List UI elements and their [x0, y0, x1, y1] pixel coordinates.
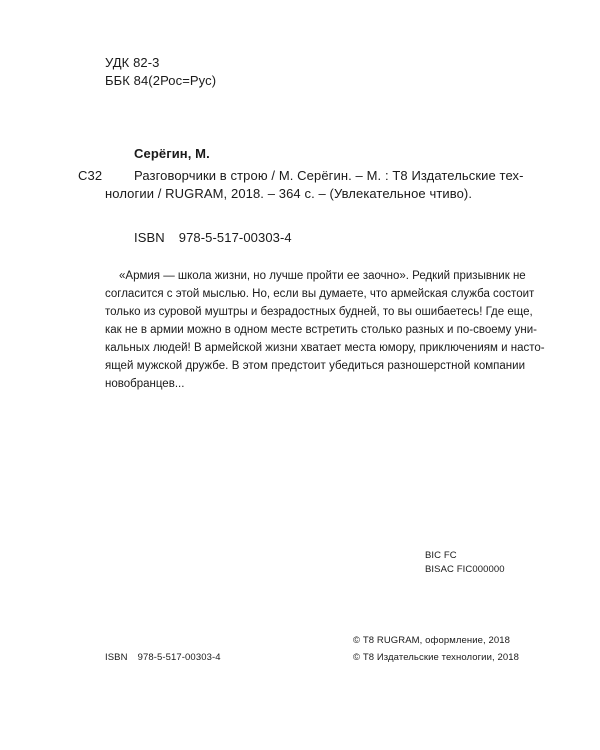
author-sign: С32: [78, 168, 103, 183]
bibliographic-record-line-1: Разговорчики в строю / М. Серёгин. – М. : Т8 Издательские тех-: [134, 168, 524, 183]
bisac-code: BISAC FIC000000: [425, 564, 505, 575]
isbn-main: [134, 229, 292, 247]
bbk-code: ББК 84(2Рос=Рус): [105, 73, 217, 88]
author-heading: Серёгин, М.: [134, 146, 210, 161]
annotation-line: ящей мужской дружбе. В этом предстоит убедиться разношерстной компании: [105, 360, 525, 372]
isbn-main-value: 978-5-517-00303-4: [178, 230, 292, 245]
isbn-footer-label: ISBN: [105, 652, 128, 663]
bic-code: BIC FC: [425, 550, 457, 561]
annotation-line: только из суровой муштры и безрадостных будней, то вы ошибаетесь! Где еще,: [105, 306, 533, 318]
annotation-line: новобранцев...: [105, 378, 185, 390]
copyright-design: © Т8 RUGRAM, оформление, 2018: [353, 635, 511, 646]
isbn-footer-value: 978-5-517-00303-4: [137, 652, 221, 663]
annotation: [105, 267, 545, 393]
annotation-line: кальных людей! В армейской жизни хватает места юмору, приключениям и насто-: [105, 342, 545, 354]
bibliographic-record-line-2: нологии / RUGRAM, 2018. – 364 с. – (Увлекательное чтиво).: [105, 186, 473, 201]
annotation-line: согласится с этой мыслью. Но, если вы думаете, что армейская служба состоит: [105, 288, 535, 300]
copyright-publisher: © Т8 Издательские технологии, 2018: [353, 652, 520, 663]
isbn-main-label: ISBN: [134, 230, 165, 245]
annotation-line: «Армия — школа жизни, но лучше пройти ее заочно». Редкий призывник не: [119, 270, 526, 282]
annotation-line: как не в армии можно в одном месте встретить столько разных и по-своему уни-: [105, 324, 537, 336]
udk-code: УДК 82-3: [105, 55, 160, 70]
isbn-footer: [105, 651, 221, 665]
